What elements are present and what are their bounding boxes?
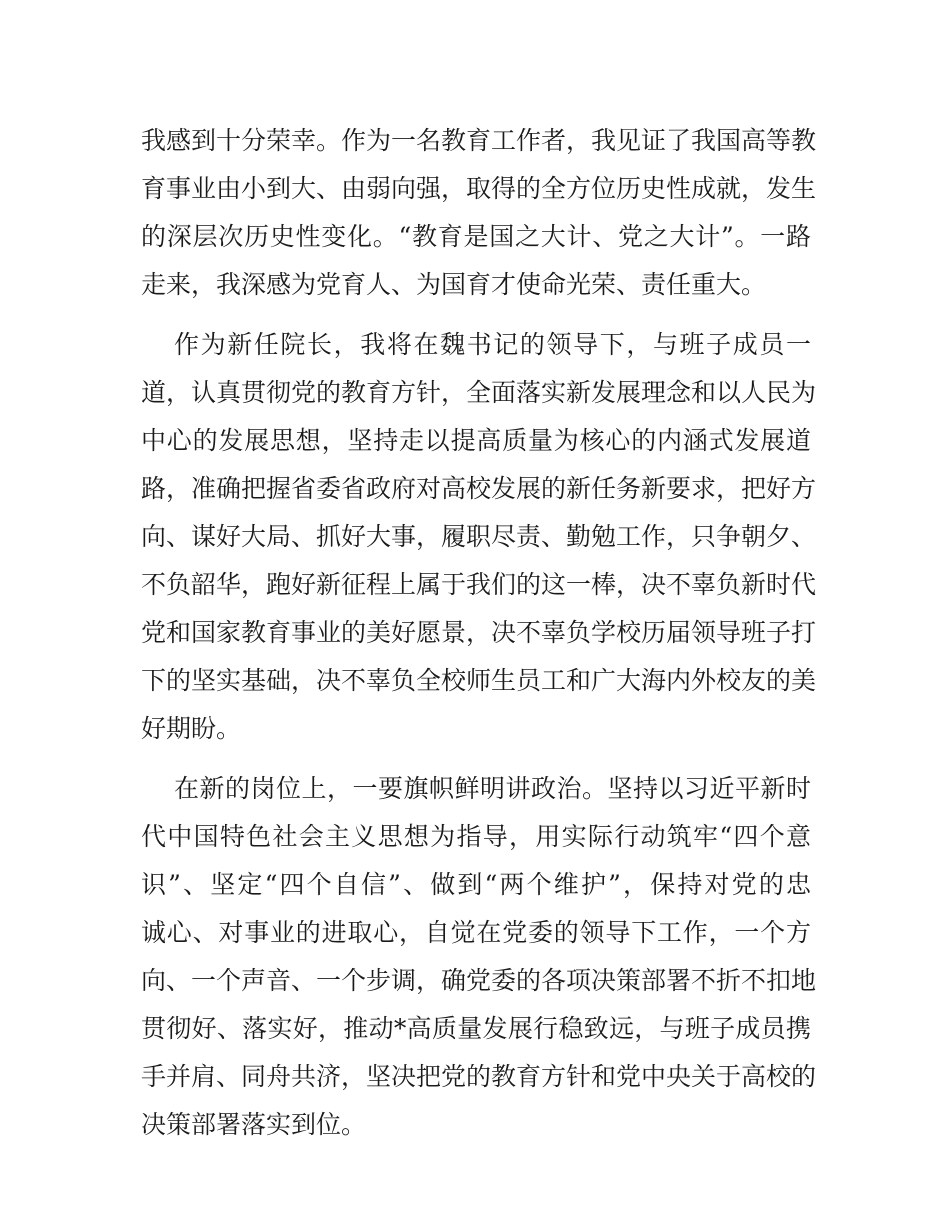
text-line: 识”、坚定“四个自信”、做到“两个维护”，保持对党的忠 <box>141 870 811 899</box>
paragraph-2 <box>141 321 817 753</box>
text-line: 手并肩、同舟共济，坚决把党的教育方针和党中央关于高校的 <box>141 1062 817 1091</box>
text-line: 党和国家教育事业的美好愿景，决不辜负学校历届领导班子打 <box>141 618 817 647</box>
text-line: 我感到十分荣幸。作为一名教育工作者，我见证了我国高等教 <box>141 126 817 155</box>
text-line: 路，准确把握省委省政府对高校发展的新任务新要求，把好方 <box>141 474 817 503</box>
text-line: 贯彻好、落实好，推动*高质量发展行稳致远，与班子成员携 <box>141 1014 811 1043</box>
text-line: 的深层次历史性变化。“教育是国之大计、党之大计”。一路 <box>141 222 811 251</box>
text-line: 不负韶华，跑好新征程上属于我们的这一棒，决不辜负新时代 <box>141 570 817 599</box>
text-line: 决策部署落实到位。 <box>141 1110 367 1139</box>
text-line: 走来，我深感为党育人、为国育才使命光荣、责任重大。 <box>141 270 767 299</box>
text-line: 中心的发展思想，坚持走以提高质量为核心的内涵式发展道 <box>141 426 811 455</box>
text-line: 道，认真贯彻党的教育方针，全面落实新发展理念和以人民为 <box>141 378 817 407</box>
text-line: 在新的岗位上，一要旗帜鲜明讲政治。坚持以习近平新时 <box>174 774 811 803</box>
text-line: 育事业由小到大、由弱向强，取得的全方位历史性成就，发生 <box>141 174 817 203</box>
paragraph-spacer <box>141 753 811 765</box>
text-line: 诚心、对事业的进取心，自觉在党委的领导下工作，一个方 <box>141 918 811 947</box>
text-line: 向、一个声音、一个步调，确党委的各项决策部署不折不扣地 <box>141 966 817 995</box>
paragraph-3 <box>141 765 817 1149</box>
text-line: 好期盼。 <box>141 714 242 743</box>
text-line: 代中国特色社会主义思想为指导，用实际行动筑牢“四个意 <box>141 822 811 851</box>
paragraph-spacer <box>141 309 811 321</box>
document-body <box>141 117 817 1149</box>
paragraph-1 <box>141 117 817 309</box>
text-line: 下的坚实基础，决不辜负全校师生员工和广大海内外校友的美 <box>141 666 817 695</box>
text-line: 作为新任院长，我将在魏书记的领导下，与班子成员一 <box>174 330 811 359</box>
text-line: 向、谋好大局、抓好大事，履职尽责、勤勉工作，只争朝夕、 <box>141 522 817 551</box>
